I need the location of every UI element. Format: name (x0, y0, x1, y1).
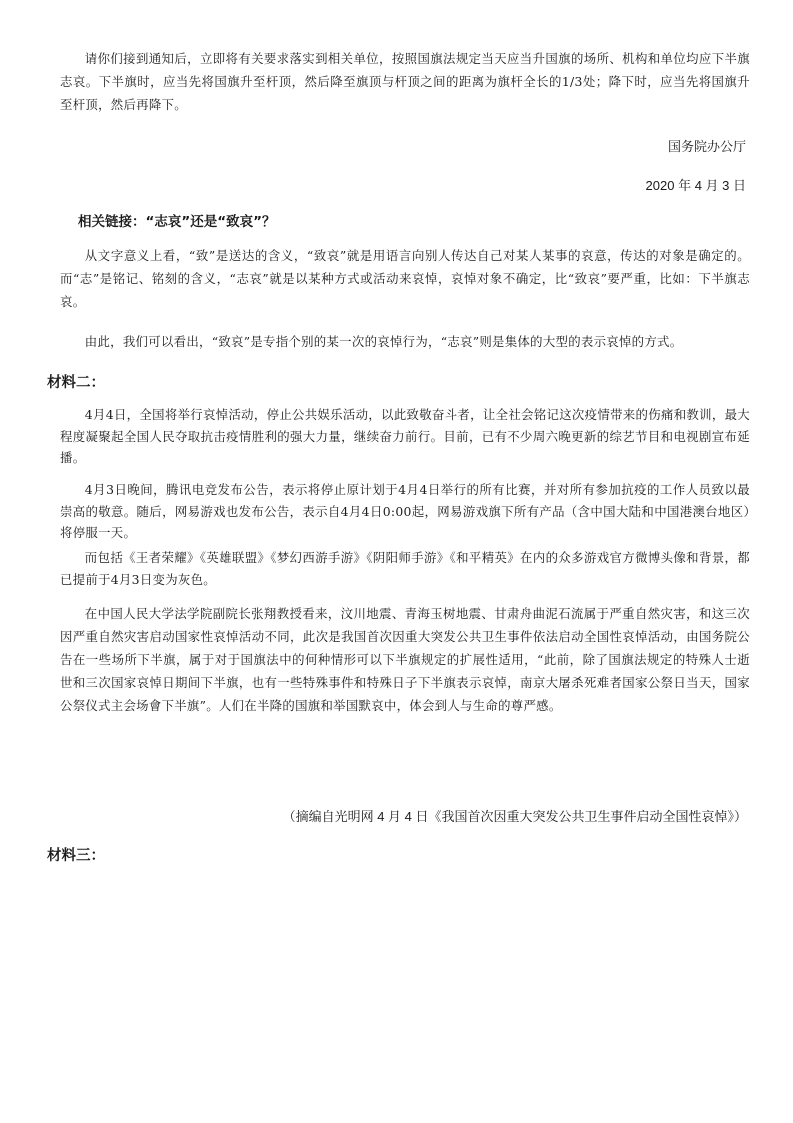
issuer: 国务院办公厅 (667, 139, 746, 154)
notice-paragraph: 请你们接到通知后，立即将有关要求落实到相关单位，按照国旗法规定当天应当升国旗的场所、机构和单位均应下半旗志哀。下半旗时，应当先将国旗升至杆顶，然后降至旗顶与杆顶之间的距离为旗杆全长的1/3处；降下时，应当先将国旗升至杆顶，然后再降下。 (60, 51, 750, 112)
related-paragraph-2: 由此，我们可以看出，“致哀”是专指个别的某一次的哀悼行为，“志哀”则是集体的大型的表示哀悼的方式。 (84, 334, 683, 349)
material-2-paragraph-4: 在中国人民大学法学院副院长张翔教授看来，汶川地震、青海玉树地震、甘肃舟曲泥石流属于严重自然灾害，和这三次因严重自然灾害启动国家性哀悼活动不同，此次是我国首次因重大突发公共卫生事件依法启动全国性哀悼活动，由国务院公告在一些场所下半旗，属于对于国旗法中的何种情形可以下半旗规定的扩展性适用，“此前，除了国旗法规定的特殊人士逝世和三次国家哀悼日期间下半旗，也有一些特殊事件和特殊日子下半旗表示哀悼，南京大屠杀死难者国家公祭日当天，国家公祭仪式主会场會下半旗”。人们在半降的国旗和举国默哀中，体会到人与生命的尊严感。 (60, 606, 750, 713)
material-2-paragraph-1: 4月4日，全国将举行哀悼活动，停止公共娱乐活动，以此致敬奋斗者，让全社会铭记这次疫情带来的伤痛和教训，最大程度凝聚起全国人民夺取抗击疫情胜利的强大力量，继续奋力前行。目前，已有不少周六晚更新的综艺节目和电视剧宣布延播。 (60, 407, 750, 465)
material-2-heading: 材料二： (47, 375, 105, 391)
related-link-heading: 相关链接：“志哀”还是“致哀”？ (78, 214, 276, 230)
related-paragraph-1: 从文字意义上看，“致”是送达的含义，“致哀”就是用语言向别人传达自己对某人某事的哀意，传达的对象是确定的。而“志”是铭记、铭刻的含义，“志哀”就是以某种方式或活动来哀悼，哀悼对象不确定，比“致哀”要严重，比如：下半旗志哀。 (60, 248, 750, 309)
source-citation: （摘编自光明网 4 月 4 日《我国首次因重大突发公共卫生事件启动全国性哀悼》） (282, 809, 747, 824)
material-3-heading: 材料三： (47, 848, 105, 864)
notice-date: 2020 年 4 月 3 日 (645, 178, 746, 193)
material-2-paragraph-3: 而包括《王者荣耀》《英雄联盟》《梦幻西游手游》《阴阳师手游》《和平精英》在内的众多游戏官方微博头像和背景，都已提前于4月3日变为灰色。 (60, 550, 750, 587)
material-2-paragraph-2: 4月3日晚间，腾讯电竞发布公告，表示将停止原计划于4月4日举行的所有比赛，并对所有参加抗疫的工作人员致以最崇高的敬意。随后，网易游戏也发布公告，表示自4月4日0:00起，网易游戏旗下所有产品（含中国大陆和中国港澳台地区）将停服一天。 (60, 482, 750, 540)
